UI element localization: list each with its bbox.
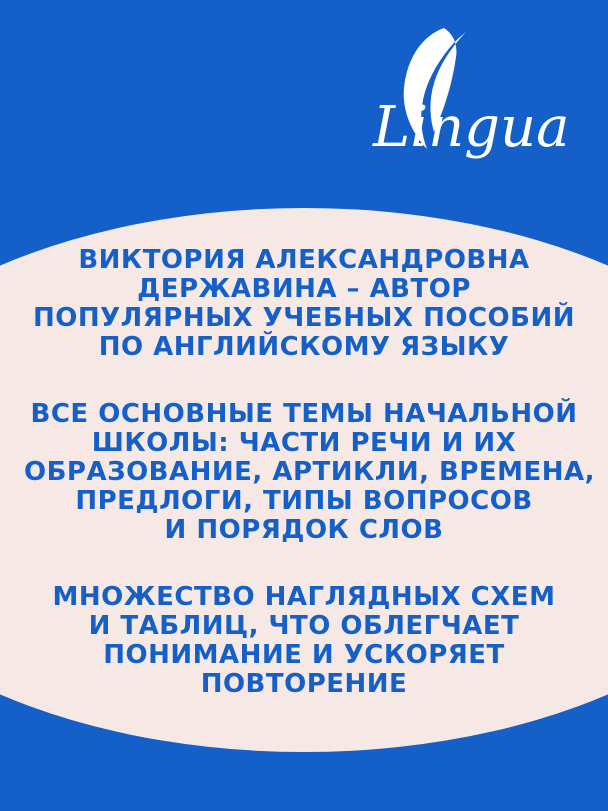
author-line-4: ПО АНГЛИЙСКОМУ ЯЗЫКУ xyxy=(98,332,510,362)
topics-line-2: ШКОЛЫ: ЧАСТИ РЕЧИ И ИХ xyxy=(91,428,517,458)
logo-text: Lingua xyxy=(373,95,570,160)
text-content xyxy=(0,246,608,699)
author-line-3: ПОПУЛЯРНЫХ УЧЕБНЫХ ПОСОБИЙ xyxy=(33,303,575,333)
author-line-2: ДЕРЖАВИНА – АВТОР xyxy=(137,274,471,304)
logo-graphic xyxy=(365,20,585,170)
author-line-1: ВИКТОРИЯ АЛЕКСАНДРОВНА xyxy=(78,245,530,275)
topics-line-1: ВСЕ ОСНОВНЫЕ ТЕМЫ НАЧАЛЬНОЙ xyxy=(30,399,578,429)
schemes-line-2: И ТАБЛИЦ, ЧТО ОБЛЕГЧАЕТ xyxy=(88,611,520,641)
schemes-line-3: ПОНИМАНИЕ И УСКОРЯЕТ xyxy=(103,640,505,670)
topics-block xyxy=(24,399,596,545)
schemes-block xyxy=(24,583,584,699)
schemes-line-1: МНОЖЕСТВО НАГЛЯДНЫХ СХЕМ xyxy=(52,582,556,612)
topics-line-4: ПРЕДЛОГИ, ТИПЫ ВОПРОСОВ xyxy=(75,486,533,516)
topics-line-5: И ПОРЯДОК СЛОВ xyxy=(164,515,444,545)
author-block xyxy=(24,246,584,362)
schemes-line-4: ПОВТОРЕНИЕ xyxy=(200,669,408,699)
topics-line-3: ОБРАЗОВАНИЕ, АРТИКЛИ, ВРЕМЕНА, xyxy=(24,457,596,487)
lingua-logo xyxy=(365,20,585,170)
